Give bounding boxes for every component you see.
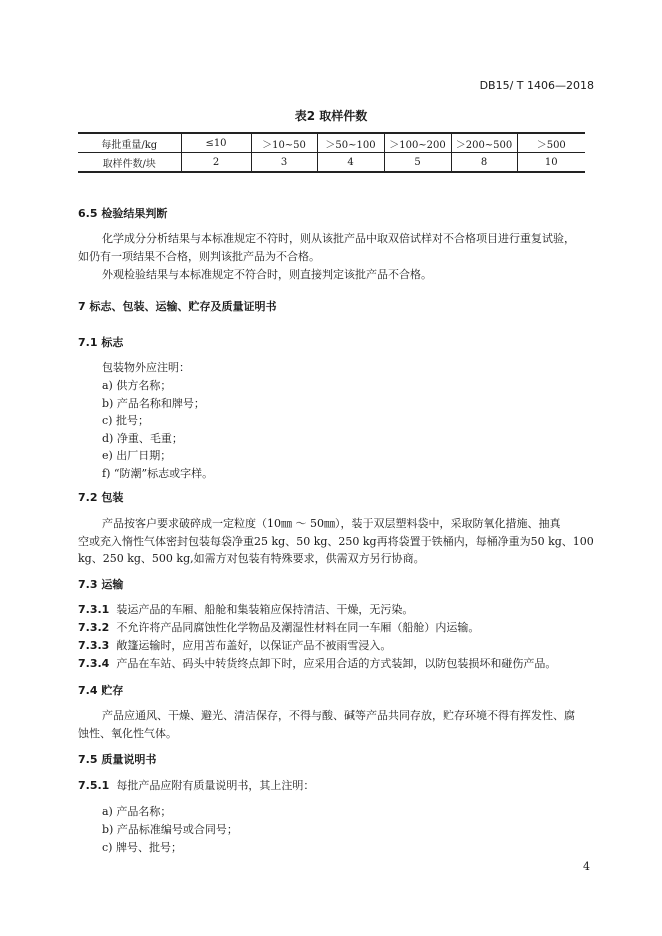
section-heading-6-5: 6.5 检验结果判断 [78,207,168,220]
table-title: 表2 取样件数 [294,109,368,123]
table-cell: 取样件数/块 [78,153,181,173]
clause-number: 7.3.1 [78,603,110,616]
subclause-7-5-1 [78,776,314,795]
clause-number: 7.3.4 [78,657,110,670]
table-cell: 3 [251,153,317,173]
subclause-7-3-1 [78,600,413,619]
clause-number: 7.3.2 [78,621,110,634]
table-cell: ＞10~50 [251,133,317,153]
table-row-weight [78,133,585,153]
clause-text: 每批产品应附有质量说明书，其上注明： [116,779,315,792]
standard-code: DB15/ T 1406—2018 [479,79,594,92]
table-cell: 4 [317,153,384,173]
list-item: b) 产品名称和牌号； [102,397,205,410]
clause-text: 产品在车站、码头中转货终点卸下时，应采用合适的方式装卸，以防包装损坏和碰伤产品。 [116,657,557,670]
paragraph-line: kg、250 kg、500 kg,如需方对包装有特殊要求，供需双方另行协商。 [78,552,425,565]
table-row-count [78,153,585,173]
clause-number: 7.5.1 [78,779,110,792]
subclause-7-3-3 [78,636,391,655]
table-cell: 10 [517,153,585,173]
clause-text: 敞篷运输时，应用苫布盖好，以保证产品不被雨雪浸入。 [116,639,392,652]
table-cell: 每批重量/kg [78,133,181,153]
paragraph-line: 产品按客户要求破碎成一定粒度（10㎜ ～ 50㎜），装于双层塑料袋中，采取防氧化措施、抽真 [102,517,561,530]
page-number: 4 [583,860,590,873]
list-item: a) 供方名称； [102,379,172,392]
table-cell: 8 [451,153,517,173]
table-cell: ＞500 [517,133,585,153]
paragraph-line: 产品应通风、干燥、避光、清洁保存，不得与酸、碱等产品共同存放，贮存环境不得有挥发性、腐 [102,709,575,722]
list-item: a) 产品名称； [102,805,172,818]
paragraph-line: 化学成分分析结果与本标准规定不符时，则从该批产品中取双倍试样对不合格项目进行重复试验， [102,232,575,245]
section-heading-7-1: 7.1 标志 [78,336,124,349]
list-item: b) 产品标准编号或合同号； [102,823,238,836]
list-item: f) “防潮”标志或字样。 [102,467,214,480]
paragraph-line: 包装物外应注明： [102,361,190,374]
paragraph-line: 如仍有一项结果不合格，则判该批产品为不合格。 [78,250,320,263]
table-cell: 5 [384,153,451,173]
section-heading-7-2: 7.2 包装 [78,491,124,504]
chapter-heading-7: 7 标志、包装、运输、贮存及质量证明书 [78,300,277,313]
subclause-7-3-2 [78,618,479,637]
subclause-7-3-4 [78,654,556,673]
paragraph-line: 外观检验结果与本标准规定不符合时，则直接判定该批产品不合格。 [102,268,432,281]
section-heading-7-4: 7.4 贮存 [78,684,124,697]
clause-number: 7.3.3 [78,639,110,652]
section-heading-7-3: 7.3 运输 [78,578,124,591]
section-heading-7-5: 7.5 质量说明书 [78,753,157,766]
list-item: d) 净重、毛重； [102,432,183,445]
sampling-table [78,132,585,173]
table-cell: ≤10 [181,133,251,153]
table-cell: ＞50~100 [317,133,384,153]
table-cell: ＞200~500 [451,133,517,153]
list-item: e) 出厂日期； [102,449,172,462]
table-cell: ＞100~200 [384,133,451,153]
list-item: c) 批号； [102,414,149,427]
clause-text: 装运产品的车厢、船舱和集装箱应保持清洁、干燥，无污染。 [116,603,414,616]
paragraph-line: 蚀性、氧化性气体。 [78,727,177,740]
clause-text: 不允许将产品同腐蚀性化学物品及潮湿性材料在同一车厢（船舱）内运输。 [116,621,480,634]
list-item: c) 牌号、批号； [102,841,182,854]
table-cell: 2 [181,153,251,173]
paragraph-line: 空或充入惰性气体密封包装每袋净重25 kg、50 kg、250 kg再将袋置于铁桶内，每桶净重为50 kg、100 [78,535,594,548]
